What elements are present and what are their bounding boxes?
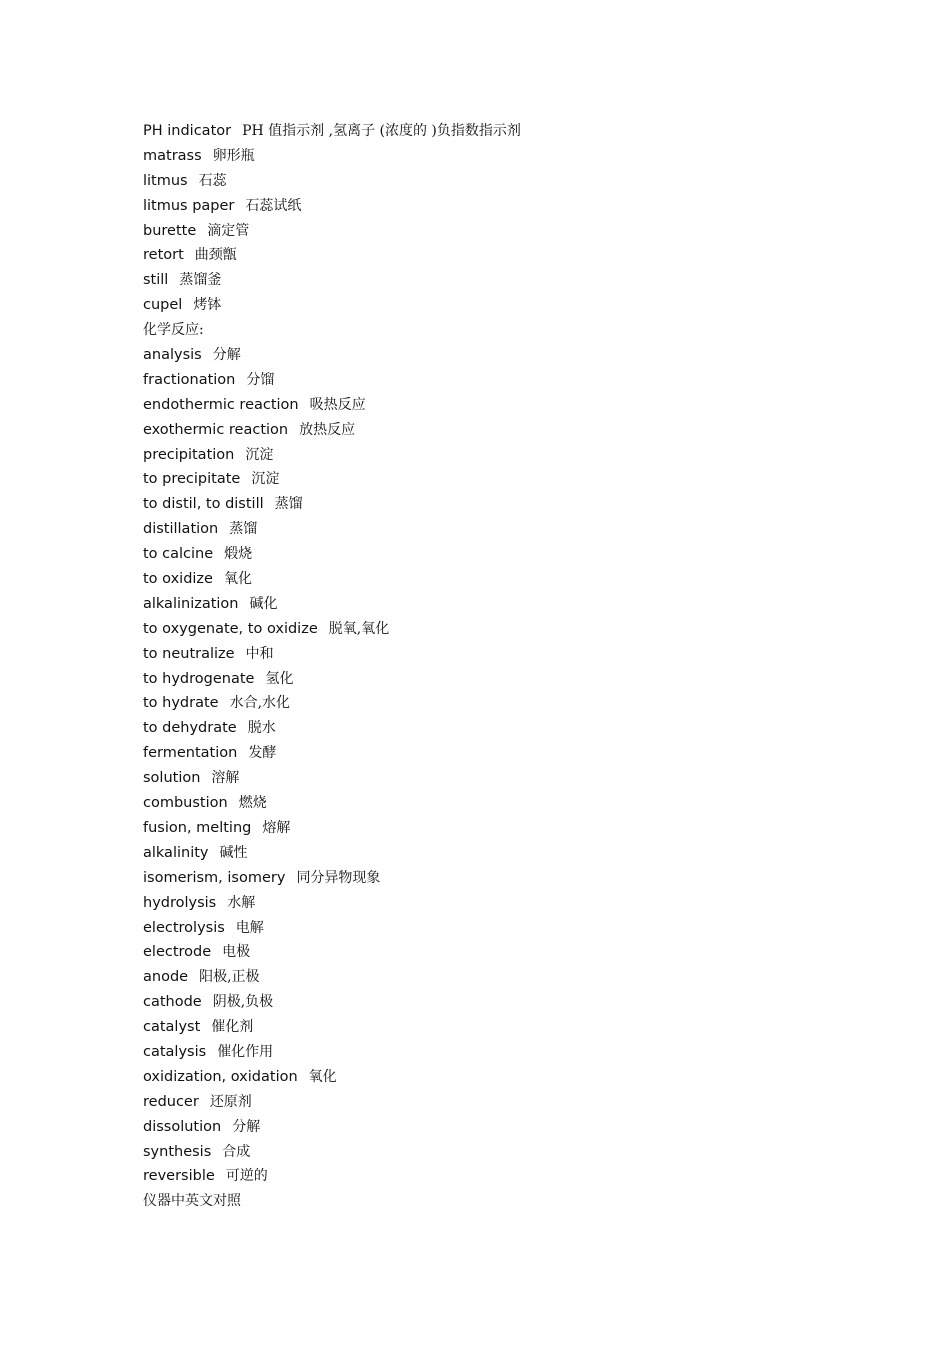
glossary-entry [143, 990, 843, 1015]
english-term: hydrolysis [143, 894, 217, 911]
chinese-term: 电极 [222, 944, 251, 961]
glossary-entry [143, 1115, 843, 1140]
english-term: to neutralize [143, 645, 235, 662]
english-term: reducer [143, 1093, 199, 1110]
english-term: precipitation [143, 446, 235, 463]
english-term: isomerism, isomery [143, 869, 286, 886]
glossary-entry [143, 219, 843, 244]
chinese-term: 分解 [232, 1118, 261, 1135]
chinese-term: 蒸馏釜 [179, 272, 222, 289]
english-term: synthesis [143, 1143, 212, 1160]
glossary-entry [143, 766, 843, 791]
english-term: anode [143, 969, 189, 986]
english-term: catalyst [143, 1019, 201, 1036]
english-term: to distil, to distill [143, 496, 264, 513]
section-heading-text: 仪器中英文对照 [143, 1193, 241, 1210]
chinese-term: 同分异物现象 [296, 869, 381, 886]
glossary-entry [143, 691, 843, 716]
glossary-entry [143, 293, 843, 318]
glossary-entry [143, 467, 843, 492]
chinese-term: 氢化 [265, 670, 294, 687]
glossary-entry [143, 841, 843, 866]
glossary-entry [143, 119, 843, 144]
chinese-term: PH 值指示剂 ,氢离子 (浓度的 )负指数指示剂 [242, 123, 521, 139]
glossary-entry [143, 716, 843, 741]
english-term: to dehydrate [143, 720, 237, 737]
glossary-entry [143, 642, 843, 667]
chinese-term: 石蕊 [198, 172, 227, 189]
chinese-term: 阳极,正极 [199, 969, 260, 986]
english-term: retort [143, 247, 184, 264]
glossary-entry [143, 393, 843, 418]
chinese-term: 阴极,负极 [212, 994, 274, 1011]
chinese-term: 脱氧,氧化 [328, 620, 390, 637]
english-term: to hydrogenate [143, 670, 255, 687]
chinese-term: 合成 [222, 1143, 251, 1160]
chinese-term: 卵形瓶 [212, 147, 255, 164]
english-term: alkalinity [143, 844, 209, 861]
english-term: solution [143, 770, 201, 787]
section-heading-text: 化学反应: [143, 322, 204, 339]
chinese-term: 煅烧 [224, 546, 253, 563]
glossary-entry [143, 517, 843, 542]
chinese-term: 脱水 [247, 720, 276, 737]
glossary-entry [143, 667, 843, 692]
english-term: to oxidize [143, 571, 213, 588]
chinese-term: 碱化 [249, 595, 278, 612]
glossary-entry [143, 1090, 843, 1115]
english-term: analysis [143, 347, 202, 364]
glossary-entry [143, 1140, 843, 1165]
chinese-term: 可逆的 [225, 1168, 268, 1185]
glossary-entry [143, 343, 843, 368]
english-term: to precipitate [143, 471, 241, 488]
glossary-entry [143, 592, 843, 617]
chinese-term: 水合,水化 [229, 695, 291, 712]
chinese-term: 氧化 [223, 571, 252, 588]
chinese-term: 蒸馏 [229, 521, 258, 538]
glossary-entry [143, 368, 843, 393]
chinese-term: 蒸馏 [274, 496, 303, 513]
glossary-entry [143, 617, 843, 642]
english-term: reversible [143, 1168, 215, 1185]
glossary-entry [143, 542, 843, 567]
section-heading [143, 1189, 843, 1214]
english-term: fusion, melting [143, 819, 252, 836]
chinese-term: 碱性 [219, 844, 248, 861]
english-term: burette [143, 222, 197, 239]
english-term: catalysis [143, 1043, 207, 1060]
chinese-term: 烤钵 [193, 297, 222, 314]
chinese-term: 还原剂 [209, 1093, 252, 1110]
section-heading [143, 318, 843, 343]
chinese-term: 水解 [227, 894, 256, 911]
english-term: cathode [143, 994, 202, 1011]
glossary-entry [143, 866, 843, 891]
english-term: endothermic reaction [143, 396, 299, 413]
glossary-entry [143, 1065, 843, 1090]
english-term: to oxygenate, to oxidize [143, 620, 318, 637]
glossary-entry [143, 268, 843, 293]
glossary-entry [143, 443, 843, 468]
english-term: distillation [143, 521, 219, 538]
glossary-entry [143, 492, 843, 517]
english-term: litmus paper [143, 197, 235, 214]
english-term: PH indicator [143, 123, 232, 139]
chinese-term: 沉淀 [251, 471, 280, 488]
glossary-entry [143, 144, 843, 169]
chinese-term: 沉淀 [245, 446, 274, 463]
glossary-entry [143, 1164, 843, 1189]
glossary-entry [143, 567, 843, 592]
english-term: electrode [143, 944, 212, 961]
chinese-term: 分馏 [246, 371, 275, 388]
glossary-entry [143, 816, 843, 841]
english-term: exothermic reaction [143, 421, 289, 438]
chinese-term: 氧化 [308, 1068, 337, 1085]
english-term: electrolysis [143, 919, 225, 936]
chinese-term: 石蕊试纸 [245, 197, 302, 214]
chinese-term: 发酵 [248, 745, 277, 762]
chinese-term: 燃烧 [238, 795, 267, 812]
glossary-entry [143, 965, 843, 990]
glossary-entry [143, 243, 843, 268]
english-term: combustion [143, 795, 228, 812]
glossary-entry [143, 194, 843, 219]
english-term: dissolution [143, 1118, 222, 1135]
chinese-term: 滴定管 [207, 222, 250, 239]
glossary-entry [143, 916, 843, 941]
glossary-entry [143, 940, 843, 965]
english-term: to calcine [143, 546, 214, 563]
glossary-list [143, 119, 843, 1214]
glossary-entry [143, 1040, 843, 1065]
english-term: still [143, 272, 169, 289]
glossary-entry [143, 741, 843, 766]
glossary-entry [143, 418, 843, 443]
english-term: matrass [143, 147, 202, 164]
glossary-entry [143, 169, 843, 194]
english-term: fermentation [143, 745, 238, 762]
chinese-term: 溶解 [211, 770, 240, 787]
chinese-term: 催化作用 [217, 1043, 274, 1060]
chinese-term: 催化剂 [211, 1019, 254, 1036]
english-term: litmus [143, 172, 188, 189]
glossary-entry [143, 1015, 843, 1040]
chinese-term: 熔解 [262, 819, 291, 836]
chinese-term: 分解 [212, 347, 241, 364]
chinese-term: 放热反应 [299, 421, 356, 438]
english-term: fractionation [143, 371, 236, 388]
english-term: cupel [143, 297, 183, 314]
english-term: alkalinization [143, 595, 239, 612]
glossary-entry [143, 791, 843, 816]
chinese-term: 曲颈甑 [194, 247, 237, 264]
english-term: to hydrate [143, 695, 219, 712]
chinese-term: 中和 [245, 645, 274, 662]
english-term: oxidization, oxidation [143, 1068, 298, 1085]
chinese-term: 吸热反应 [309, 396, 366, 413]
glossary-entry [143, 891, 843, 916]
chinese-term: 电解 [235, 919, 264, 936]
